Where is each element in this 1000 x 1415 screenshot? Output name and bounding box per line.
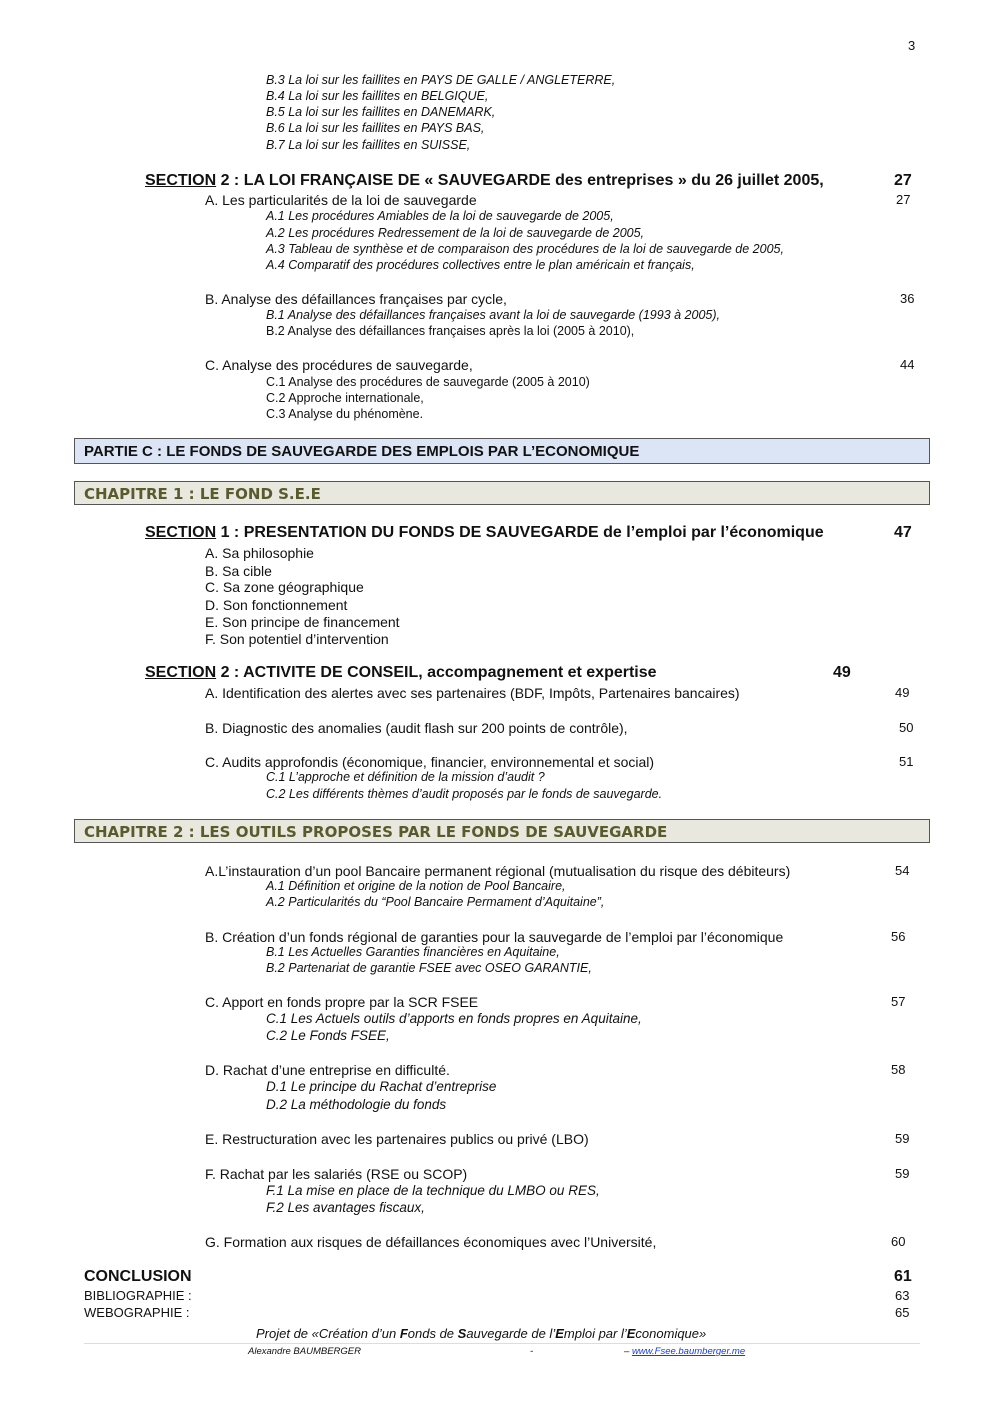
footer-author: Alexandre BAUMBERGER (248, 1346, 361, 1357)
footer-title-initial: F (399, 1326, 408, 1341)
footer-title-part: Projet de «Création d’un (256, 1326, 400, 1341)
toc-subitem[interactable]: A.2 Les procédures Redressement de la loi de sauvegarde de 2005, (266, 226, 645, 240)
conclusion-page: 61 (894, 1268, 912, 1285)
toc-subitem[interactable]: C.2 Approche internationale, (266, 391, 424, 405)
toc-item[interactable]: E. Restructuration avec les partenaires publics ou privé (LBO) (205, 1131, 589, 1147)
toc-subitem[interactable]: C.2 Le Fonds FSEE, (266, 1028, 390, 1043)
toc-subitem[interactable]: F.1 La mise en place de la technique du LMBO ou RES, (266, 1183, 600, 1198)
section-heading[interactable] (145, 524, 824, 542)
toc-item[interactable]: C. Sa zone géographique (205, 579, 364, 595)
bibliographie-item[interactable]: BIBLIOGRAPHIE : (84, 1288, 192, 1303)
toc-item[interactable]: A.L’instauration d’un pool Bancaire permanent régional (mutualisation du risque des débiteurs) (205, 863, 791, 879)
chapter-heading[interactable]: CHAPITRE 1 : LE FOND S.E.E (74, 481, 930, 505)
toc-subitem[interactable]: C.2 Les différents thèmes d’audit proposés par le fonds de sauvegarde. (266, 787, 663, 801)
toc-page: 27 (896, 192, 911, 207)
toc-subitem[interactable]: B.2 Partenariat de garantie FSEE avec OSEO GARANTIE, (266, 961, 592, 975)
footer-link[interactable]: www.Fsee.baumberger.me (631, 1346, 746, 1357)
toc-subitem[interactable]: B.6 La loi sur les faillites en PAYS BAS, (266, 121, 485, 135)
toc-item[interactable]: F. Son potentiel d’intervention (205, 631, 389, 647)
toc-page: 36 (900, 291, 915, 306)
toc-page: 57 (891, 994, 906, 1009)
footer-link-prefix: – (624, 1346, 632, 1357)
footer-title-part: mploi par l’ (563, 1326, 627, 1341)
footer-title-initial: E (626, 1326, 636, 1341)
toc-subitem[interactable]: A.1 Les procédures Amiables de la loi de sauvegarde de 2005, (266, 209, 614, 223)
toc-item[interactable]: C. Analyse des procédures de sauvegarde, (205, 357, 473, 373)
footer-title-part: onds de (407, 1326, 458, 1341)
footer-title-initial: E (555, 1326, 564, 1341)
section-page: 47 (894, 524, 912, 541)
section-prefix: SECTION (145, 664, 217, 681)
conclusion-heading[interactable]: CONCLUSION (84, 1268, 192, 1285)
toc-subitem[interactable]: F.2 Les avantages fiscaux, (266, 1200, 425, 1215)
footer-title-part: auvegarde de l’ (466, 1326, 556, 1341)
toc-item[interactable]: B. Sa cible (205, 563, 272, 579)
toc-subitem[interactable]: B.4 La loi sur les faillites en BELGIQUE, (266, 89, 489, 103)
toc-page: 44 (900, 357, 915, 372)
toc-page: 50 (899, 720, 914, 735)
page-number: 3 (908, 38, 916, 53)
toc-item[interactable]: A. Sa philosophie (205, 545, 314, 561)
footer-title-part: conomique» (635, 1326, 707, 1341)
toc-page: 59 (895, 1131, 910, 1146)
section-page: 49 (833, 664, 851, 681)
chapter-heading[interactable]: CHAPITRE 2 : LES OUTILS PROPOSES PAR LE FONDS DE SAUVEGARDE (74, 819, 930, 843)
section-prefix: SECTION (145, 172, 217, 189)
toc-subitem[interactable]: C.1 Analyse des procédures de sauvegarde (2005 à 2010) (266, 375, 590, 389)
toc-item[interactable]: G. Formation aux risques de défaillances économiques avec l’Université, (205, 1234, 657, 1250)
toc-subitem[interactable]: D.2 La méthodologie du fonds (266, 1097, 447, 1112)
footer-divider (84, 1343, 920, 1344)
footer-dash: - (530, 1346, 534, 1357)
bibliographie-page: 63 (895, 1288, 910, 1303)
toc-subitem[interactable]: C.1 Les Actuels outils d’apports en fonds propres en Aquitaine, (266, 1011, 642, 1026)
toc-item[interactable]: A. Les particularités de la loi de sauvegarde (205, 192, 477, 208)
toc-item[interactable]: C. Apport en fonds propre par la SCR FSEE (205, 994, 479, 1010)
toc-subitem[interactable]: B.1 Les Actuelles Garanties financières en Aquitaine, (266, 945, 560, 959)
toc-subitem[interactable]: B.7 La loi sur les faillites en SUISSE, (266, 138, 471, 152)
toc-page: 54 (895, 863, 910, 878)
toc-item[interactable]: B. Diagnostic des anomalies (audit flash sur 200 points de contrôle), (205, 720, 628, 736)
toc-item[interactable]: E. Son principe de financement (205, 614, 400, 630)
footer-title (256, 1327, 706, 1342)
toc-page: 56 (891, 929, 906, 944)
toc-item[interactable]: D. Rachat d’une entreprise en difficulté. (205, 1062, 450, 1078)
webographie-page: 65 (895, 1305, 910, 1320)
section-title: 2 : ACTIVITE DE CONSEIL, accompagnement et expertise (216, 664, 657, 681)
toc-item[interactable]: D. Son fonctionnement (205, 597, 348, 613)
toc-item[interactable]: A. Identification des alertes avec ses partenaires (BDF, Impôts, Partenaires bancaires) (205, 685, 740, 701)
toc-item[interactable]: C. Audits approfondis (économique, financier, environnemental et social) (205, 754, 655, 770)
toc-page: 59 (895, 1166, 910, 1181)
toc-page: 49 (895, 685, 910, 700)
toc-subitem[interactable]: A.2 Particularités du “Pool Bancaire Permament d’Aquitaine”, (266, 895, 605, 909)
toc-subitem[interactable]: C.1 L’approche et définition de la mission d’audit ? (266, 770, 545, 784)
toc-page: 60 (891, 1234, 906, 1249)
toc-item[interactable]: B. Analyse des défaillances françaises par cycle, (205, 291, 507, 307)
toc-item[interactable]: F. Rachat par les salariés (RSE ou SCOP) (205, 1166, 468, 1182)
section-prefix: SECTION (145, 524, 217, 541)
webographie-item[interactable]: WEBOGRAPHIE : (84, 1305, 190, 1320)
toc-page: 58 (891, 1062, 906, 1077)
section-page: 27 (894, 172, 912, 189)
toc-item[interactable]: B. Création d’un fonds régional de garanties pour la sauvegarde de l’emploi par l’économique (205, 929, 784, 945)
toc-subitem[interactable]: B.2 Analyse des défaillances françaises après la loi (2005 à 2010), (266, 324, 635, 338)
toc-subitem[interactable]: D.1 Le principe du Rachat d’entreprise (266, 1079, 497, 1094)
section-heading[interactable] (145, 664, 657, 682)
section-heading[interactable] (145, 172, 824, 190)
footer-title-initial: S (457, 1326, 467, 1341)
toc-subitem[interactable]: A.1 Définition et origine de la notion de Pool Bancaire, (266, 879, 566, 893)
toc-subitem[interactable]: A.3 Tableau de synthèse et de comparaison des procédures de la loi de sauvegarde de 2005, (266, 242, 784, 256)
partie-heading[interactable]: PARTIE C : LE FONDS DE SAUVEGARDE DES EMPLOIS PAR L’ECONOMIQUE (74, 438, 930, 464)
toc-subitem[interactable]: B.5 La loi sur les faillites en DANEMARK, (266, 105, 496, 119)
footer-link-wrap (624, 1347, 745, 1358)
toc-subitem[interactable]: B.3 La loi sur les faillites en PAYS DE GALLE / ANGLETERRE, (266, 73, 616, 87)
toc-page: 51 (899, 754, 914, 769)
section-title: 1 : PRESENTATION DU FONDS DE SAUVEGARDE de l’emploi par l’économique (216, 524, 824, 541)
toc-subitem[interactable]: A.4 Comparatif des procédures collectives entre le plan américain et français, (266, 258, 695, 272)
toc-subitem[interactable]: C.3 Analyse du phénomène. (266, 407, 424, 421)
toc-subitem[interactable]: B.1 Analyse des défaillances françaises avant la loi de sauvegarde (1993 à 2005), (266, 308, 720, 322)
section-title: 2 : LA LOI FRANÇAISE DE « SAUVEGARDE des entreprises » du 26 juillet 2005, (216, 172, 824, 189)
